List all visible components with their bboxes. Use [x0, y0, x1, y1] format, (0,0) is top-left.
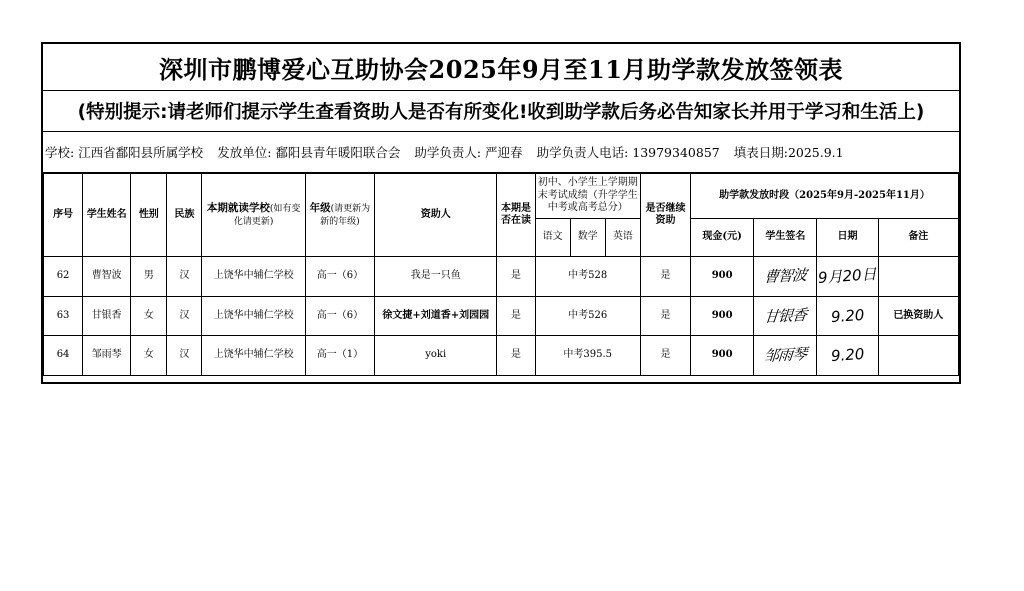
cell-school: 上饶华中辅仁学校 [202, 296, 305, 336]
document-title: 深圳市鹏博爱心互助协会2025年9月至11月助学款发放签领表 [43, 44, 959, 91]
cell-score: 中考528 [535, 257, 640, 297]
cell-name: 邹雨琴 [83, 336, 131, 376]
header-grade-note: (请更新为新的年级) [320, 204, 371, 227]
cell-sponsor: yoki [375, 336, 497, 376]
handwritten-date: 9.20 [830, 344, 865, 366]
cell-remarks [878, 336, 958, 376]
cell-continue: 是 [640, 296, 690, 336]
header-name: 学生姓名 [83, 174, 131, 257]
header-enrolled: 本期是否在读 [497, 174, 535, 257]
cell-index: 62 [44, 257, 83, 297]
special-notice: (特别提示:请老师们提示学生查看资助人是否有所变化!收到助学款后务必告知家长并用于学习和生活上) [43, 91, 959, 132]
cell-grade: 高一（1） [305, 336, 374, 376]
info-line [43, 132, 959, 173]
cell-grade: 高一（6） [305, 296, 374, 336]
header-date: 日期 [817, 219, 878, 257]
info-issuer: 发放单位: 鄱阳县青年暖阳联合会 [217, 145, 401, 160]
cell-ethnicity: 汉 [167, 257, 202, 297]
header-sponsor: 资助人 [375, 174, 497, 257]
cell-continue: 是 [640, 257, 690, 297]
header-cash: 现金(元) [691, 219, 754, 257]
cell-name: 甘银香 [83, 296, 131, 336]
header-grade [305, 174, 374, 257]
cell-ethnicity: 汉 [167, 296, 202, 336]
header-index: 序号 [44, 174, 83, 257]
cell-signature [754, 296, 817, 336]
info-manager: 助学负责人: 严迎春 [414, 145, 523, 160]
header-remarks: 备注 [878, 219, 958, 257]
cell-index: 64 [44, 336, 83, 376]
cell-signature [754, 336, 817, 376]
cell-school: 上饶华中辅仁学校 [202, 257, 305, 297]
info-school: 学校: 江西省鄱阳县所属学校 [45, 145, 204, 160]
cell-gender: 女 [131, 336, 167, 376]
handwritten-signature: 甘银香 [763, 305, 808, 326]
header-school-main: 本期就读学校 [206, 202, 270, 214]
cell-school: 上饶华中辅仁学校 [202, 336, 305, 376]
header-continue: 是否继续资助 [640, 174, 690, 257]
header-row-1 [44, 174, 959, 219]
cell-gender: 男 [131, 257, 167, 297]
cell-continue: 是 [640, 336, 690, 376]
cell-sponsor: 我是一只鱼 [375, 257, 497, 297]
header-gender: 性别 [131, 174, 167, 257]
handwritten-signature: 曹智波 [763, 265, 808, 287]
cell-sponsor: 徐文捷+刘道香+刘园园 [375, 296, 497, 336]
cell-ethnicity: 汉 [167, 336, 202, 376]
cell-remarks [878, 257, 958, 297]
cell-cash: 900 [691, 296, 754, 336]
form-sheet [41, 42, 961, 384]
header-scores: 初中、小学生上学期期末考试成绩（升学学生中考或高考总分） [535, 174, 640, 219]
table-row [44, 257, 959, 297]
cell-date [817, 257, 878, 297]
cell-score: 中考395.5 [535, 336, 640, 376]
header-ethnicity: 民族 [167, 174, 202, 257]
handwritten-date: 9.20 [830, 305, 865, 326]
cell-index: 63 [44, 296, 83, 336]
header-school [202, 174, 305, 257]
header-math: 数学 [570, 219, 605, 257]
cell-cash: 900 [691, 336, 754, 376]
header-english: 英语 [605, 219, 640, 257]
handwritten-date: 9月20日 [817, 264, 878, 287]
header-school-note: (如有变化请更新) [233, 204, 301, 227]
cell-signature [754, 257, 817, 297]
info-phone: 助学负责人电话: 13979340857 [536, 145, 720, 160]
cell-grade: 高一（6） [305, 257, 374, 297]
info-date: 填表日期:2025.9.1 [733, 145, 844, 160]
cell-gender: 女 [131, 296, 167, 336]
cell-enrolled: 是 [497, 296, 535, 336]
cell-date [817, 336, 878, 376]
header-signature: 学生签名 [754, 219, 817, 257]
cell-cash: 900 [691, 257, 754, 297]
grant-table [43, 173, 959, 376]
header-period: 助学款发放时段（2025年9月-2025年11月） [691, 174, 959, 219]
cell-score: 中考526 [535, 296, 640, 336]
header-grade-main: 年级 [309, 202, 331, 214]
table-row [44, 296, 959, 336]
cell-date [817, 296, 878, 336]
cell-remarks: 已换资助人 [878, 296, 958, 336]
cell-enrolled: 是 [497, 336, 535, 376]
table-row [44, 336, 959, 376]
header-chinese: 语文 [535, 219, 570, 257]
cell-enrolled: 是 [497, 257, 535, 297]
handwritten-signature: 邹雨琴 [763, 345, 808, 366]
cell-name: 曹智波 [83, 257, 131, 297]
